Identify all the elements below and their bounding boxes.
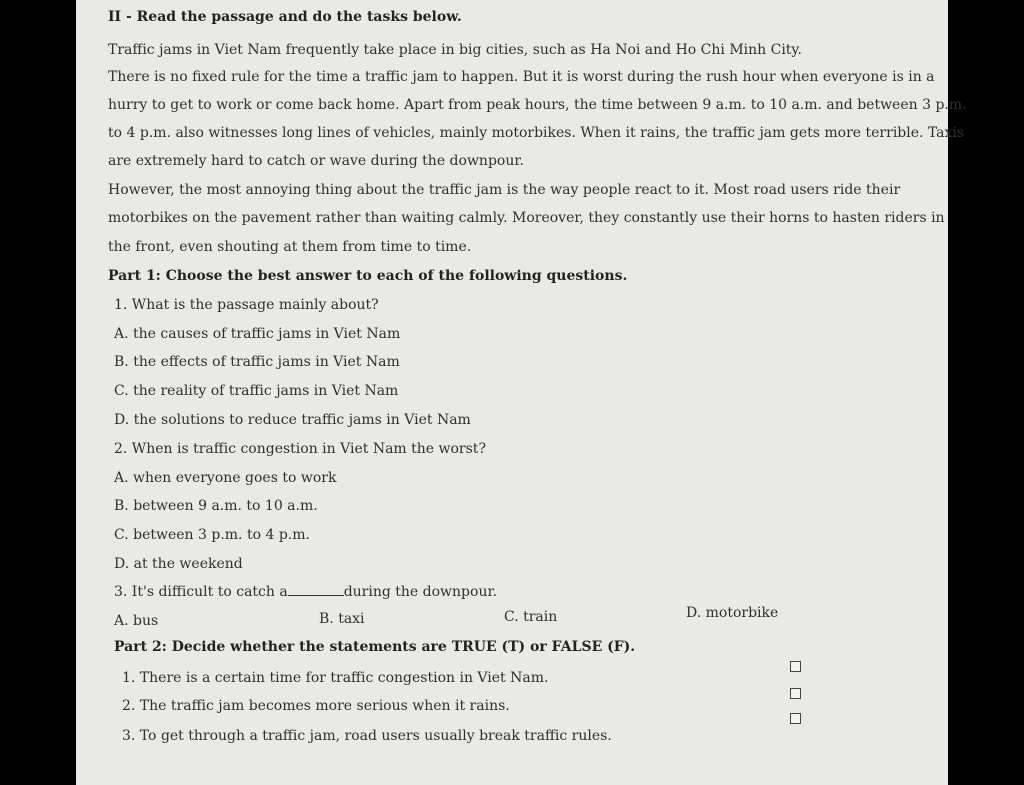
q1-option-a[interactable]: A. the causes of traffic jams in Viet Nam (114, 326, 401, 342)
passage-line: motorbikes on the pavement rather than waiting calmly. Moreover, they constantly use their horns to hasten riders in (108, 210, 945, 226)
worksheet-page (76, 0, 967, 785)
q1-option-c[interactable]: C. the reality of traffic jams in Viet Nam (114, 383, 399, 399)
statement-2-checkbox[interactable] (790, 688, 801, 699)
statement-1-checkbox[interactable] (790, 661, 801, 672)
question-3-suffix: during the downpour. (343, 584, 498, 600)
question-3-prefix: 3. It's difficult to catch a (114, 584, 288, 600)
q3-option-b[interactable]: B. taxi (319, 611, 365, 627)
passage-line: Traffic jams in Viet Nam frequently take place in big cities, such as Ha Noi and Ho Chi Minh City. (108, 42, 802, 58)
passage-line: to 4 p.m. also witnesses long lines of vehicles, mainly motorbikes. When it rains, the traffic jam gets more terrible. Taxis (108, 125, 965, 141)
part1-title: Part 1: Choose the best answer to each of the following questions. (108, 268, 628, 284)
q2-option-c[interactable]: C. between 3 p.m. to 4 p.m. (114, 527, 310, 543)
passage-line: However, the most annoying thing about the traffic jam is the way people react to it. Most road users ride their (108, 182, 901, 198)
passage-line: There is no fixed rule for the time a traffic jam to happen. But it is worst during the rush hour when everyone is in a (108, 69, 935, 85)
q3-option-d[interactable]: D. motorbike (686, 605, 779, 621)
passage-line: hurry to get to work or come back home. Apart from peak hours, the time between 9 a.m. to 10 a.m. and between 3 p.m. (108, 97, 967, 113)
q2-option-a[interactable]: A. when everyone goes to work (114, 470, 337, 486)
passage-line: the front, even shouting at them from time to time. (108, 239, 472, 255)
q1-option-b[interactable]: B. the effects of traffic jams in Viet Nam (114, 354, 400, 370)
passage-line: are extremely hard to catch or wave during the downpour. (108, 153, 524, 169)
q2-option-b[interactable]: B. between 9 a.m. to 10 a.m. (114, 498, 318, 514)
q3-option-c[interactable]: C. train (504, 609, 558, 625)
q3-option-a[interactable]: A. bus (114, 613, 159, 629)
q2-option-d[interactable]: D. at the weekend (114, 556, 243, 572)
q1-option-d[interactable]: D. the solutions to reduce traffic jams in Viet Nam (114, 412, 471, 428)
statement-3-checkbox[interactable] (790, 713, 801, 724)
statement-2: 2. The traffic jam becomes more serious when it rains. (122, 698, 510, 714)
question-3 (114, 583, 497, 601)
statement-1: 1. There is a certain time for traffic congestion in Viet Nam. (122, 670, 549, 686)
question-1: 1. What is the passage mainly about? (114, 297, 379, 313)
question-2: 2. When is traffic congestion in Viet Nam the worst? (114, 441, 486, 457)
statement-3: 3. To get through a traffic jam, road users usually break traffic rules. (122, 728, 612, 744)
answer-blank[interactable] (288, 583, 344, 596)
part2-title: Part 2: Decide whether the statements are TRUE (T) or FALSE (F). (114, 639, 636, 655)
section-heading: II - Read the passage and do the tasks below. (108, 9, 462, 25)
